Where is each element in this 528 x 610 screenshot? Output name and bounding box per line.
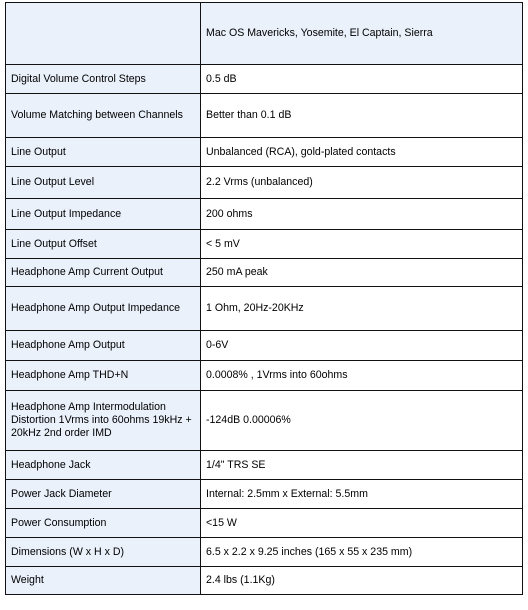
table-row — [6, 259, 523, 287]
row-label: Headphone Amp Output — [6, 331, 201, 361]
row-label: Headphone Amp Output Impedance — [6, 287, 201, 331]
table-row — [6, 567, 523, 595]
table-row — [6, 509, 523, 538]
table-row — [6, 538, 523, 567]
table-row — [6, 199, 523, 230]
table-row — [6, 287, 523, 331]
row-label: Weight — [6, 567, 201, 595]
table-row — [6, 230, 523, 259]
row-value: 200 ohms — [201, 199, 523, 230]
row-label — [6, 3, 201, 65]
row-label: Headphone Amp THD+N — [6, 361, 201, 391]
row-label: Headphone Amp Intermodulation Distortion 1Vrms into 60ohms 19kHz + 20kHz 2nd order IMD — [6, 391, 201, 451]
row-label: Volume Matching between Channels — [6, 94, 201, 138]
row-value: Unbalanced (RCA), gold-plated contacts — [201, 138, 523, 167]
row-value: Mac OS Mavericks, Yosemite, El Captain, Sierra — [201, 3, 523, 65]
specifications-table-body — [6, 3, 523, 595]
row-label: Line Output Impedance — [6, 199, 201, 230]
table-row-os-support — [6, 3, 523, 65]
table-row — [6, 167, 523, 199]
row-label: Power Jack Diameter — [6, 480, 201, 509]
row-label: Line Output Offset — [6, 230, 201, 259]
table-row — [6, 138, 523, 167]
table-row — [6, 361, 523, 391]
row-value: Better than 0.1 dB — [201, 94, 523, 138]
row-value: 1/4" TRS SE — [201, 451, 523, 480]
row-label: Power Consumption — [6, 509, 201, 538]
table-row — [6, 65, 523, 94]
table-row — [6, 391, 523, 451]
row-value: 0-6V — [201, 331, 523, 361]
row-value: 6.5 x 2.2 x 9.25 inches (165 x 55 x 235 mm) — [201, 538, 523, 567]
row-value: < 5 mV — [201, 230, 523, 259]
table-row — [6, 451, 523, 480]
row-label: Headphone Amp Current Output — [6, 259, 201, 287]
specifications-table — [5, 2, 523, 595]
row-value: 0.5 dB — [201, 65, 523, 94]
row-value: <15 W — [201, 509, 523, 538]
row-value: 0.0008% , 1Vrms into 60ohms — [201, 361, 523, 391]
row-label: Dimensions (W x H x D) — [6, 538, 201, 567]
row-value: Internal: 2.5mm x External: 5.5mm — [201, 480, 523, 509]
table-row — [6, 94, 523, 138]
row-value: 1 Ohm, 20Hz-20KHz — [201, 287, 523, 331]
row-value: -124dB 0.00006% — [201, 391, 523, 451]
row-value: 2.4 lbs (1.1Kg) — [201, 567, 523, 595]
row-label: Digital Volume Control Steps — [6, 65, 201, 94]
row-value: 2.2 Vrms (unbalanced) — [201, 167, 523, 199]
row-label: Headphone Jack — [6, 451, 201, 480]
table-row — [6, 480, 523, 509]
row-label: Line Output — [6, 138, 201, 167]
row-value: 250 mA peak — [201, 259, 523, 287]
row-label: Line Output Level — [6, 167, 201, 199]
table-row — [6, 331, 523, 361]
